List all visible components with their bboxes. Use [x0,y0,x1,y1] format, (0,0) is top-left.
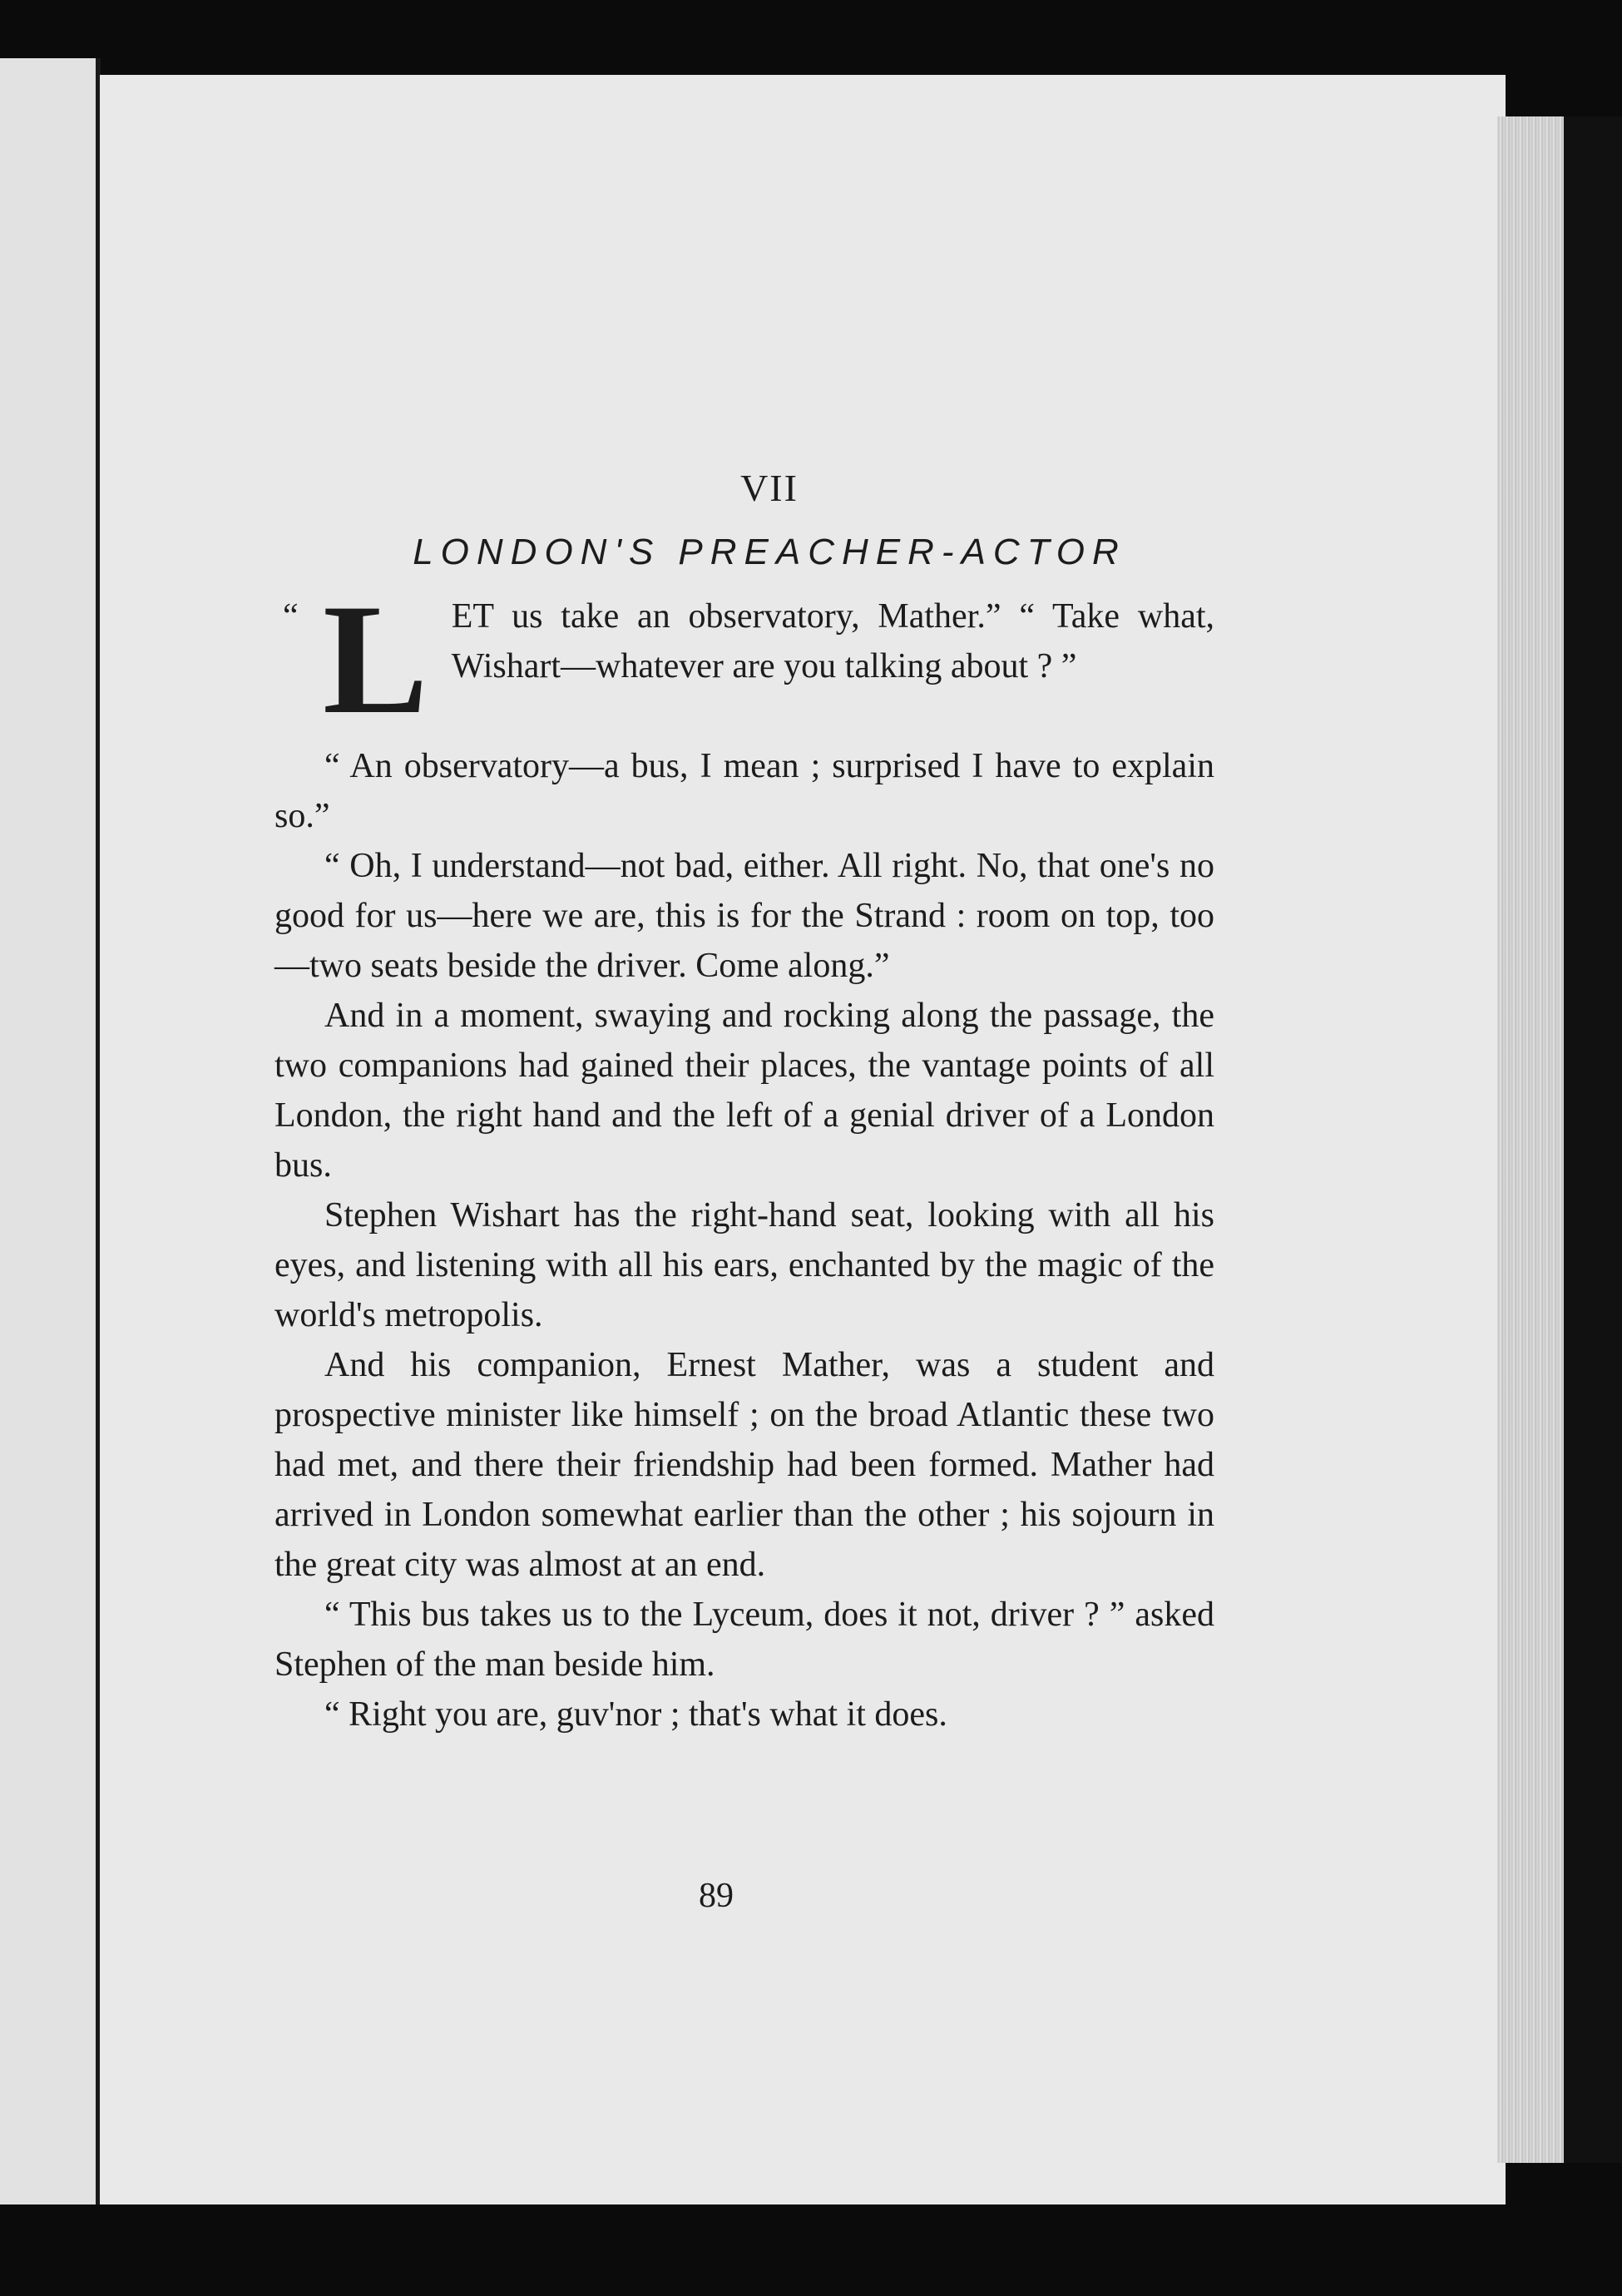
paragraph: And in a moment, swaying and rocking along the passage, the two companions had gained their places, the vantage points of all London, the right hand and the left of a genial driver of a London bus. [274,997,1214,1185]
previous-page-edge [0,58,101,2204]
paragraph: “ Right you are, guv'nor ; that's what it does. [324,1695,947,1734]
chapter-number: VII [740,467,799,509]
page-number: 89 [699,1877,734,1915]
paragraph: And his companion, Ernest Mather, was a student and prospective minister like himself ; on the broad Atlantic these two had met, and there their friendship had been formed. Mather had arrived in London somewhat earlier than the other ; his sojourn in the great city was almost at an end. [274,1346,1214,1584]
paragraph: “ An observatory—a bus, I mean ; surprised I have to explain so.” [274,747,1214,835]
scan-background [0,2204,1622,2296]
paragraph-text: ET us take an observatory, Mather.” “ Take what, Wishart—whatever are you talking about ? ” [451,597,1214,685]
book-cover-edge [1564,116,1622,2163]
paragraph: “ This bus takes us to the Lyceum, does it not, driver ? ” asked Stephen of the man beside him. [274,1596,1214,1684]
drop-cap-letter: L [323,572,428,747]
paragraph: “ Oh, I understand—not bad, either. All right. No, that one's no good for us—here we are, this is for the Strand : room on top, too—two seats beside the driver. Come along.” [274,847,1214,985]
paragraph: Stephen Wishart has the right-hand seat, looking with all his eyes, and listening with all his ears, enchanted by the magic of the world's metropolis. [274,1196,1214,1334]
opening-paragraph [274,572,1214,747]
chapter-title: LONDON'S PREACHER-ACTOR [413,532,1126,572]
opening-quote-mark: “ [283,597,299,636]
page-text-block [274,466,1214,1739]
